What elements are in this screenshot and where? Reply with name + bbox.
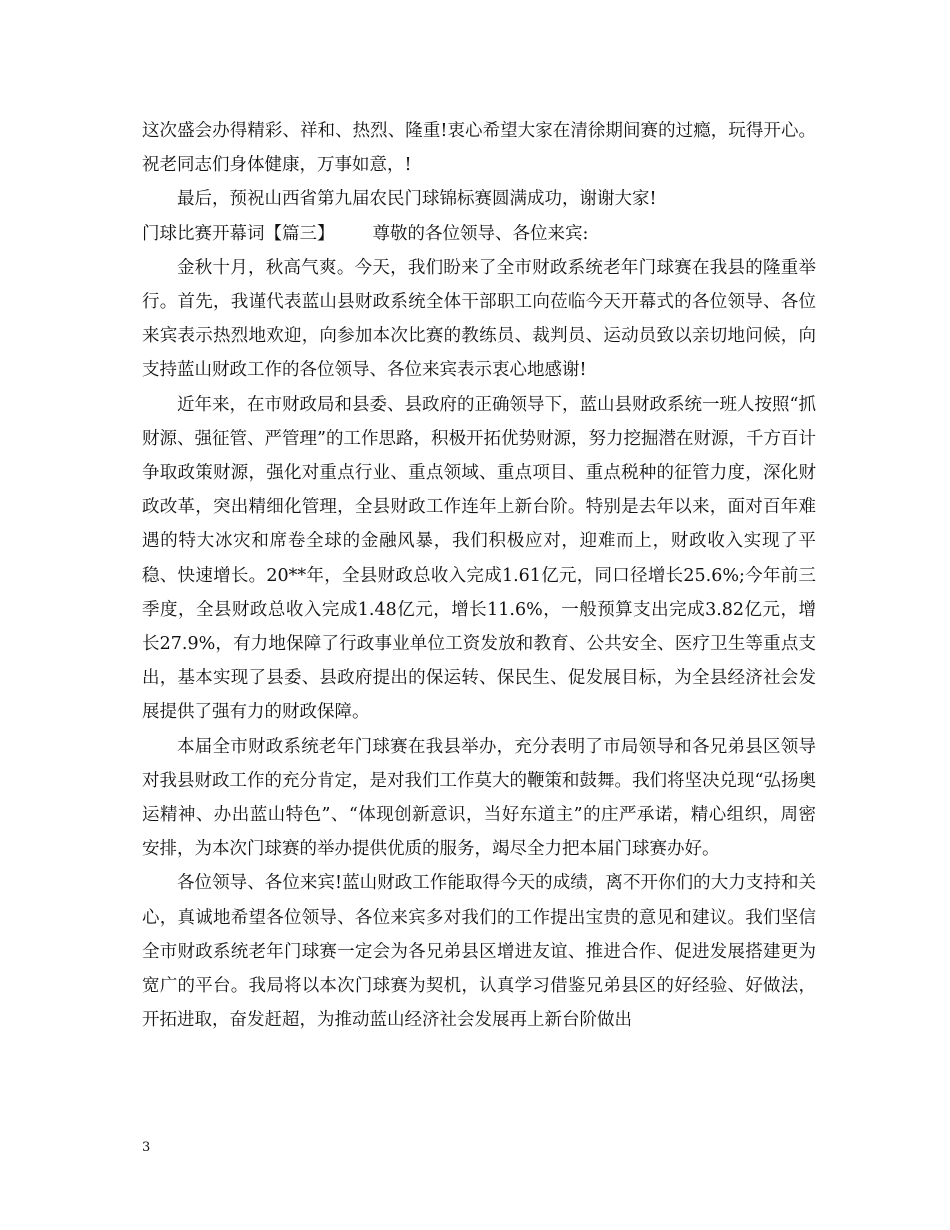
greeting: 尊敬的各位领导、各位来宾:	[372, 223, 589, 244]
paragraph-achievements: 近年来，在市财政局和县委、县政府的正确领导下，蓝山县财政系统一班人按照“抓财源、强征管、严管理”的工作思路，积极开拓优势财源，努力挖掘潜在财源，千方百计争取政策财源，强化对重点行业、重点领域、重点项目、重点税种的征管力度，深化财政改革，突出精细化管理，全县财政工作连年上新台阶。特别是去年以来，面对百年难遇的特大冰灾和席卷全球的金融风暴，我们积极应对，迎难而上，财政收入实现了平稳、快速增长。20**年，全县财政总收入完成1.61亿元，同口径增长25.6%;今年前三季度，全县财政总收入完成1.48亿元，增长11.6%，一般预算支出完成3.82亿元，增长27.9%，有力地保障了行政事业单位工资发放和教育、公共安全、医疗卫生等重点支出，基本实现了县委、县政府提出的保运转、保民生、促发展目标，为全县经济社会发展提供了强有力的财政保障。	[142, 394, 816, 723]
page-number: 3	[142, 1140, 151, 1155]
paragraph-closing-wish: 最后，预祝山西省第九届农民门球锦标赛圆满成功，谢谢大家!	[177, 189, 657, 210]
paragraph-opening: 金秋十月，秋高气爽。今天，我们盼来了全市财政系统老年门球赛在我县的隆重举行。首先，我谨代表蓝山县财政系统全体干部职工向莅临今天开幕式的各位领导、各位来宾表示热烈地欢迎，向参加本次比赛的教练员、裁判员、运动员致以亲切地问候，向支持蓝山财政工作的各位领导、各位来宾表示衷心地感谢!	[142, 257, 816, 381]
section-heading-line	[142, 217, 816, 251]
paragraph-thanks: 各位领导、各位来宾!蓝山财政工作能取得今天的成绩，离不开你们的大力支持和关心，真诚地希望各位领导、各位来宾多对我们的工作提出宝贵的意见和建议。我们坚信全市财政系统老年门球赛一定会为各兄弟县区增进友谊、推进合作、促进发展搭建更为宽广的平台。我局将以本次门球赛为契机，认真学习借鉴兄弟县区的好经验、好做法，开拓进取，奋发赶超，为推动蓝山经济社会发展再上新台阶做出	[142, 873, 816, 1031]
paragraph-hosting: 本届全市财政系统老年门球赛在我县举办，充分表明了市局领导和各兄弟县区领导对我县财政工作的充分肯定，是对我们工作莫大的鞭策和鼓舞。我们将坚决兑现“弘扬奥运精神、办出蓝山特色”、“体现创新意识，当好东道主”的庄严承诺，精心组织，周密安排，为本次门球赛的举办提供优质的服务，竭尽全力把本届门球赛办好。	[142, 736, 816, 860]
section-title: 门球比赛开幕词【篇三】	[142, 223, 335, 244]
document-body	[142, 114, 816, 1037]
paragraph-continued: 这次盛会办得精彩、祥和、热烈、隆重!衷心希望大家在清徐期间赛的过瘾，玩得开心。祝老同志们身体健康，万事如意，!	[142, 121, 816, 176]
